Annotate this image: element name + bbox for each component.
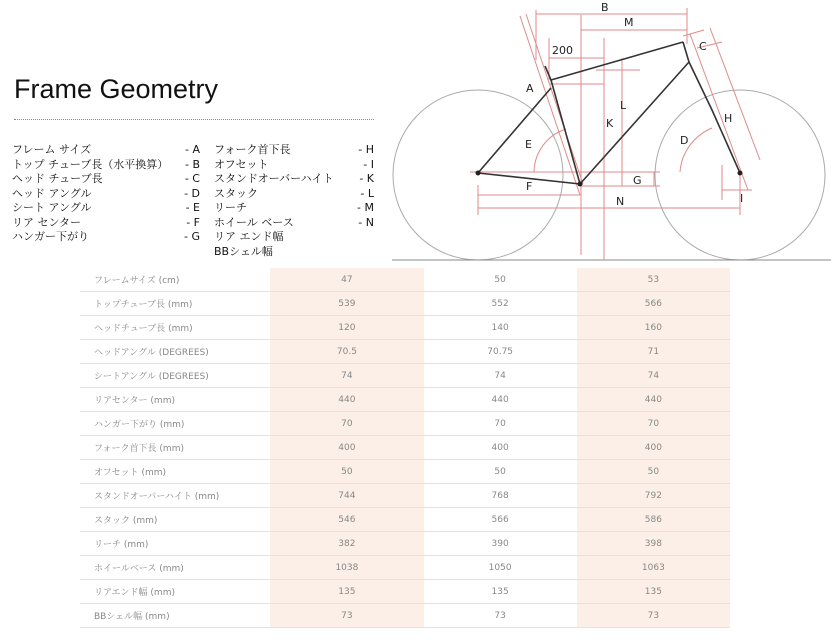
legend-label: BBシェル幅 (214, 244, 273, 258)
size-value-cell: 135 (270, 580, 423, 604)
legend-item (214, 245, 374, 260)
legend-letter (372, 245, 374, 260)
row-label: スタック (mm) (80, 508, 270, 532)
size-value-cell: 50 (424, 460, 577, 484)
legend-label: ヘッド チューブ長 (12, 172, 103, 185)
legend-item (214, 187, 374, 202)
row-label: スタンドオーバーハイト (mm) (80, 484, 270, 508)
geometry-table (80, 268, 730, 628)
size-value-cell: 400 (424, 436, 577, 460)
table-row (80, 508, 730, 532)
dim-label-a: A (526, 82, 534, 95)
size-value-cell: 1050 (424, 556, 577, 580)
legend-item (214, 143, 374, 158)
size-value-cell: 586 (577, 508, 730, 532)
size-value-cell: 1063 (577, 556, 730, 580)
legend-letter: - F (186, 215, 200, 229)
fork (689, 62, 740, 173)
legend-letter: - E (185, 201, 200, 214)
page-title: Frame Geometry (14, 74, 219, 104)
legend-item (12, 230, 200, 245)
legend-item (12, 172, 200, 187)
legend-item (214, 172, 374, 187)
size-value-cell: 135 (577, 580, 730, 604)
size-value-cell: 440 (577, 388, 730, 412)
size-value-cell: 400 (270, 436, 423, 460)
dim-label-b: B (601, 1, 609, 14)
row-label: フレームサイズ (cm) (80, 268, 270, 292)
size-value-cell: 398 (577, 532, 730, 556)
legend-label: リア エンド幅 (214, 230, 284, 243)
table-row (80, 364, 730, 388)
size-value-cell: 1038 (270, 556, 423, 580)
size-value-cell: 440 (424, 388, 577, 412)
title-divider (14, 119, 374, 120)
size-value-cell: 744 (270, 484, 423, 508)
legend-label: リーチ (214, 201, 247, 214)
legend-letter (372, 230, 374, 245)
size-value-cell: 566 (424, 508, 577, 532)
legend-label: シート アングル (12, 201, 92, 214)
size-value-cell: 70 (577, 412, 730, 436)
table-row (80, 532, 730, 556)
head-tube (683, 42, 689, 62)
dimension-lines (470, 8, 760, 260)
legend-label: フォーク首下長 (214, 143, 291, 156)
legend-letter: - H (358, 143, 374, 156)
frame-geometry-diagram (380, 0, 831, 262)
table-row (80, 460, 730, 484)
legend-item (214, 158, 374, 173)
legend-item (12, 158, 200, 173)
row-label: リアセンター (mm) (80, 388, 270, 412)
row-label: ホイールベース (mm) (80, 556, 270, 580)
size-value-cell: 70.5 (270, 340, 423, 364)
table-row (80, 388, 730, 412)
size-value-cell: 70.75 (424, 340, 577, 364)
table-row (80, 292, 730, 316)
size-value-cell: 539 (270, 292, 423, 316)
row-label: ヘッドチューブ長 (mm) (80, 316, 270, 340)
size-value-cell: 74 (424, 364, 577, 388)
legend-letter: - D (184, 186, 200, 200)
size-value-cell: 140 (424, 316, 577, 340)
size-value-cell: 50 (577, 460, 730, 484)
dim-label-g: G (633, 174, 642, 187)
legend-item (12, 143, 200, 158)
legend-label: ハンガー下がり (12, 230, 89, 243)
legend-item (214, 201, 374, 216)
size-value-cell: 74 (270, 364, 423, 388)
legend-label: スタンドオーバーハイト (214, 172, 334, 185)
legend-item (12, 201, 200, 216)
table-row (80, 556, 730, 580)
size-value-cell: 768 (424, 484, 577, 508)
dim-label-e: E (525, 138, 532, 151)
size-value-cell: 73 (424, 604, 577, 628)
dim-label-m: M (624, 16, 634, 29)
legend-label: スタック (214, 186, 258, 200)
legend-letter: - M (357, 201, 374, 214)
legend-label: リア センター (12, 215, 82, 229)
row-label: ヘッドアングル (DEGREES) (80, 340, 270, 364)
seat-tube (551, 80, 580, 184)
size-value-cell: 70 (270, 412, 423, 436)
size-value-cell: 546 (270, 508, 423, 532)
size-value-cell: 135 (424, 580, 577, 604)
legend-letter: - I (363, 157, 374, 171)
size-value-cell: 73 (577, 604, 730, 628)
table-row (80, 484, 730, 508)
row-label: オフセット (mm) (80, 460, 270, 484)
row-label: シートアングル (DEGREES) (80, 364, 270, 388)
size-value-cell: 53 (577, 268, 730, 292)
table-row (80, 436, 730, 460)
front-axle (738, 171, 743, 176)
dim-label-h: H (724, 112, 733, 125)
dim-label-200: 200 (552, 44, 573, 57)
size-value-cell: 71 (577, 340, 730, 364)
legend-right-column (214, 143, 374, 259)
legend-letter: - B (184, 157, 200, 171)
row-label: ハンガー下がり (mm) (80, 412, 270, 436)
legend-label: オフセット (214, 157, 269, 171)
size-value-cell: 400 (577, 436, 730, 460)
table-row (80, 340, 730, 364)
table-row (80, 268, 730, 292)
size-value-cell: 50 (424, 268, 577, 292)
legend-item (12, 216, 200, 231)
dim-label-i: I (740, 192, 744, 205)
size-value-cell: 70 (424, 412, 577, 436)
size-value-cell: 792 (577, 484, 730, 508)
rear-axle (476, 171, 481, 176)
table-row (80, 580, 730, 604)
size-value-cell: 50 (270, 460, 423, 484)
legend-letter: - N (358, 215, 374, 229)
table-row (80, 316, 730, 340)
row-label: フォーク首下長 (mm) (80, 436, 270, 460)
bottom-bracket (578, 182, 583, 187)
dim-label-l: L (620, 99, 627, 112)
dim-label-f: F (526, 180, 533, 193)
dim-label-d: D (680, 134, 689, 147)
legend-label: フレーム サイズ (12, 143, 92, 156)
legend-item (214, 216, 374, 231)
dim-label-k: K (606, 117, 614, 130)
size-value-cell: 73 (270, 604, 423, 628)
legend-item (12, 187, 200, 202)
legend-letter: - G (184, 230, 200, 243)
dim-label-n: N (616, 195, 625, 208)
row-label: リーチ (mm) (80, 532, 270, 556)
size-value-cell: 440 (270, 388, 423, 412)
seat-stay (478, 88, 551, 173)
legend-left-column (12, 143, 200, 245)
legend-letter: - A (185, 143, 200, 156)
size-value-cell: 74 (577, 364, 730, 388)
legend-letter: - K (359, 172, 374, 185)
legend-label: トップ チューブ長（水平換算） (12, 157, 169, 171)
legend-letter: - L (360, 186, 374, 200)
legend-label: ヘッド アングル (12, 186, 92, 200)
size-value-cell: 566 (577, 292, 730, 316)
legend-label: ホイール ベース (214, 215, 294, 229)
size-value-cell: 160 (577, 316, 730, 340)
table-row (80, 604, 730, 628)
dim-label-c: C (699, 40, 707, 53)
table-row (80, 412, 730, 436)
row-label: BBシェル幅 (mm) (80, 604, 270, 628)
size-value-cell: 382 (270, 532, 423, 556)
size-value-cell: 120 (270, 316, 423, 340)
size-value-cell: 552 (424, 292, 577, 316)
size-value-cell: 390 (424, 532, 577, 556)
legend-letter: - C (184, 172, 200, 185)
legend-item (214, 230, 374, 245)
row-label: トップチューブ長 (mm) (80, 292, 270, 316)
size-value-cell: 47 (270, 268, 423, 292)
row-label: リアエンド幅 (mm) (80, 580, 270, 604)
